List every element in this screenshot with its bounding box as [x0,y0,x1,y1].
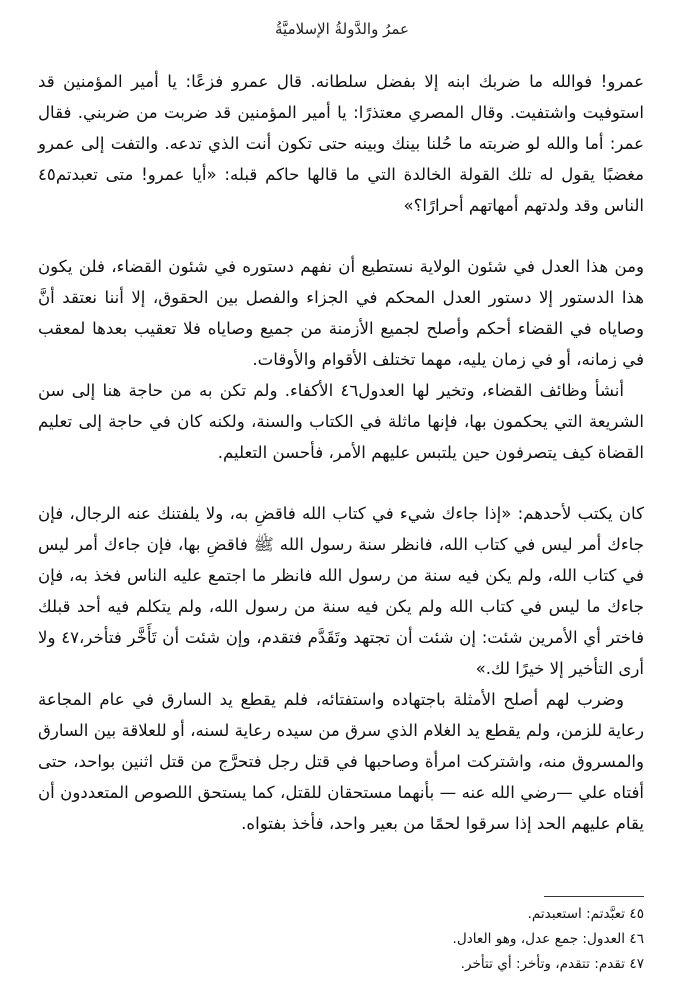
paragraph-3: أنشأ وظائف القضاء، وتخير لها العدول٤٦ الأكفاء. ولم تكن به من حاجة هنا إلى سن الشريعة التي يحكمون بها، فإنها ماثلة في الكتاب والسنة، ولكنه كان في حاجة إلى تعليم القضاة كيف يتصرفون حين يلتبس عليهم الأمر، فأحسن التعليم. [38,381,644,462]
footnote-46: ٤٦ العدول: جمع عدل، وهو العادل. [452,931,644,947]
paragraph-2: ومن هذا العدل في شئون الولاية نستطيع أن نفهم دستوره في شئون القضاء، فلن يكون هذا الدستور إلا دستور العدل المحكم في الجزاء والفصل بين الحقوق، إلا أننا نعتقد أنَّ وصاياه في القضاء أحكم وأصلح لجميع الأزمنة من جميع وصاياه فلا تعقيب بعدها لمعقب في زمانه، أو في زمان يليه، مهما تختلف الأقوام والأوقات. [38,257,644,369]
paragraph-4: كان يكتب لأحدهم: «إذا جاءك شيء في كتاب الله فاقضِ به، ولا يلفتنك عنه الرجال، فإن جاءك أمر ليس في كتاب الله، فانظر سنة رسول الله ﷺ فاقضِ بها، فإن جاءك أمر ليس في كتاب الله، ولم يكن فيه سنة من رسول الله فانظر ما اجتمع عليه الناس فخذ به، فإن جاءك ما ليس في كتاب الله ولم يكن فيه سنة من رسول الله، ولم يتكلم فيه أحد قبلك فاختر أي الأمرين شئت: إن شئت أن تجتهد وتَقَدَّم فتقدم، وإن شئت أن تَأَخَّر فتأخر،٤٧ ولا أرى التأخير إلا خيرًا لك.» [38,504,644,678]
running-title: عمرُ والدَّولةُ الإسلاميَّةُ [275,20,409,38]
footnote-divider [544,896,644,897]
paragraph-5: وضرب لهم أصلح الأمثلة باجتهاده واستفتائه، فلم يقطع يد السارق في عام المجاعة رعاية للزمن، ولم يقطع يد الغلام الذي سرق من سيده رعاية لسنه، أو للعلاقة بين السارق والمسروق منه، واشتركت امرأة وصاحبها في قتل رجل فتحرَّج من قتل اثنين بواحد، حتى أفتاه علي —رضي الله عنه — بأنهما مستحقان للقتل، كما يستحق اللصوص المتعددون أن يقام عليهم الحد إذا سرقوا لحمًا من بعير واحد، فأخذ بفتواه. [38,690,644,833]
footnote-45: ٤٥ تعبَّدتم: استعبدتم. [527,906,644,922]
footnotes [38,902,644,977]
paragraph-1: عمرو! فوالله ما ضربك ابنه إلا بفضل سلطانه. قال عمرو فزعًا: يا أمير المؤمنين قد استوفيت واشتفيت. وقال المصري معتذرًا: يا أمير المؤمنين قد ضربت من ضربني. فقال عمر: أما والله لو ضربته ما حُلنا بينك وبينه حتى تكون أنت الذي تدعه. والتفت إلى عمرو مغضبًا يقول له تلك القولة الخالدة التي ما قالها حاكم قبله: «أيا عمرو! متى تعبدتم٤٥ الناس وقد ولدتهم أمهاتهم أحرارًا؟» [38,72,644,215]
footnote-47: ٤٧ تقدم: تتقدم، وتأخر: أي تتأخر. [460,956,644,972]
main-text [38,66,644,839]
